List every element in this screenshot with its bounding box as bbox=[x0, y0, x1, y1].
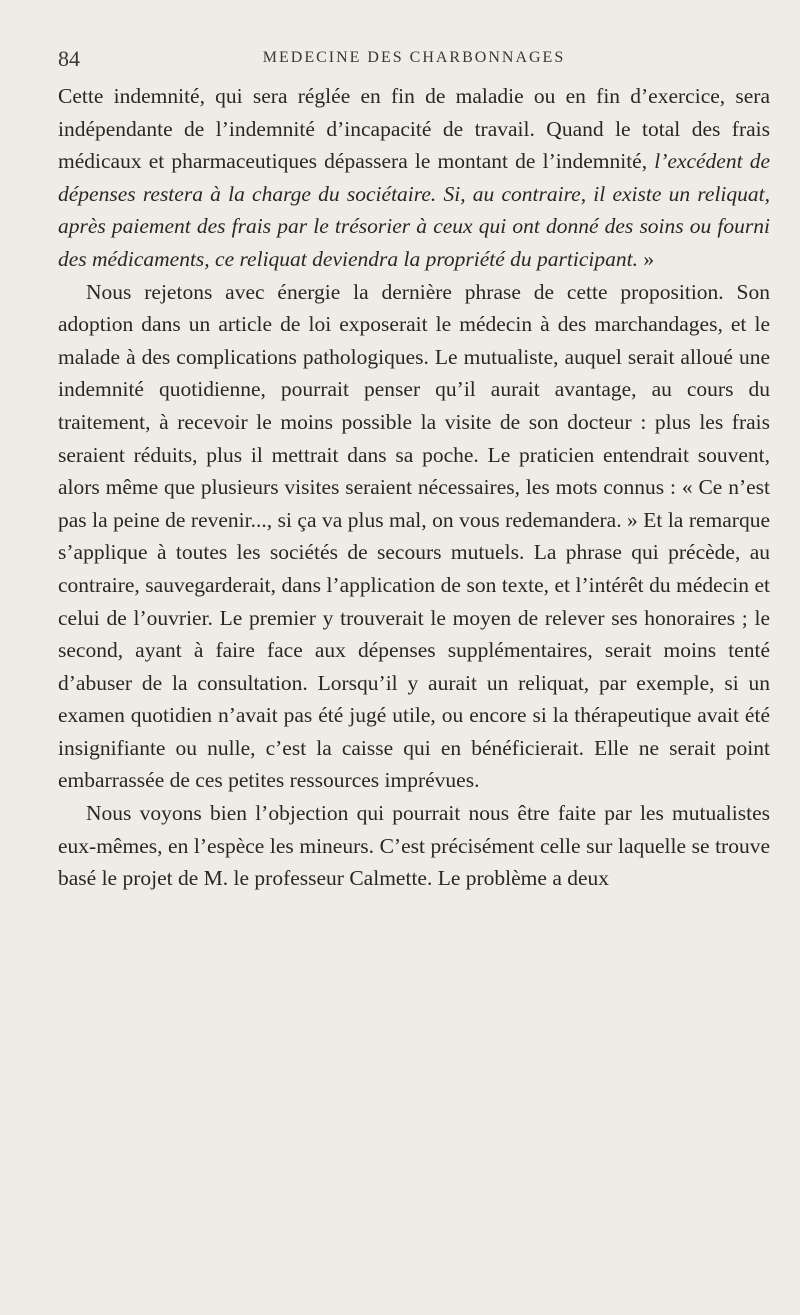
running-head bbox=[58, 46, 770, 70]
quoted-proposal-italic: l’excédent de dépenses restera à la charge du sociétaire. Si, au contraire, il existe un reliquat, après paiement des frais par le trésorier à ceux qui ont donné des soins ou fourni des médicaments, ce reliquat deviendra la propriété du participant. bbox=[58, 149, 770, 271]
running-title: MEDECINE DES CHARBONNAGES bbox=[262, 49, 566, 66]
page-number: 84 bbox=[58, 46, 80, 71]
paragraph-2: Nous rejetons avec énergie la dernière phrase de cette proposition. Son adoption dans un article de loi exposerait le médecin à des marchandages, et le malade à des complications pathologiques. Le mutualiste, auquel serait alloué une indemnité quotidienne, pourrait penser qu’il aurait avantage, au cours du traitement, à recevoir le moins possible la visite de son docteur : plus les frais seraient réduits, plus il mettrait dans sa poche. Le praticien entendrait souvent, alors même que plusieurs visites seraient nécessaires, les mots connus : « Ce n’est pas la peine de revenir..., si ça va plus mal, on vous redemandera. » Et la remarque s’applique à toutes les sociétés de secours mutuels. La phrase qui précède, au contraire, sauvegarderait, dans l’application de son texte, et l’intérêt du médecin et celui de l’ouvrier. Le premier y trouverait le moyen de relever ses honoraires ; le second, ayant à faire face aux dépenses supplémentaires, serait moins tenté d’abuser de la consultation. Lorsqu’il y aurait un reliquat, par exemple, si un examen quotidien n’avait pas été jugé utile, ou encore si la thérapeutique avait été insignifiante ou nulle, c’est la caisse qui en bénéficierait. Elle ne serait point embarrassée de ces petites ressources imprévues. bbox=[58, 279, 770, 793]
paragraph-3: Nous voyons bien l’objection qui pourrait nous être faite par les mutualistes eux-mêmes, en l’espèce les mineurs. C’est précisément celle sur laquelle se trouve basé le projet de M. le professeur Calmette. Le problème a deux bbox=[58, 801, 770, 891]
closing-quote: » bbox=[638, 246, 655, 271]
paragraph-1 bbox=[58, 80, 770, 276]
paragraph-1-start: Cette indemnité, qui sera réglée en fin de maladie ou en fin d’exercice, sera indépendante de l’indemnité d’incapacité de travail. Quand le total des frais médicaux et pharmaceutiques dépassera le montant de l’indemnité, bbox=[58, 84, 770, 174]
body-text bbox=[58, 80, 770, 895]
